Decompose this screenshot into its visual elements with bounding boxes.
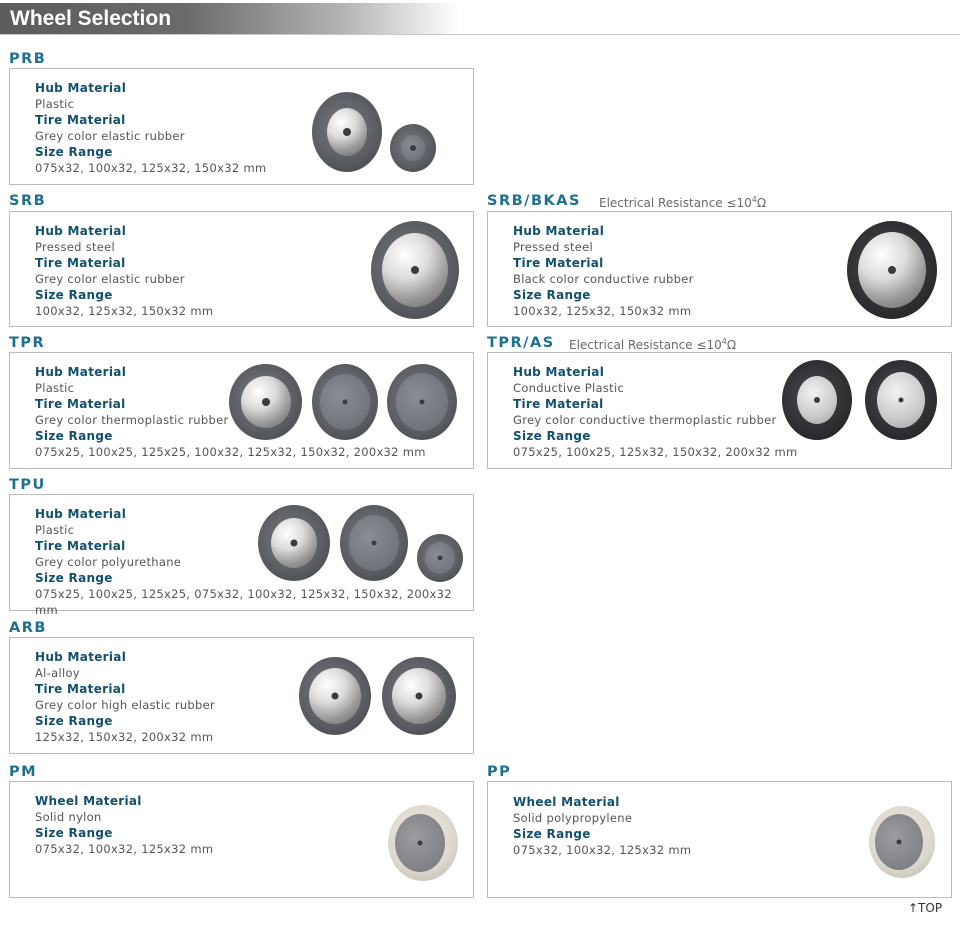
spec-label: Size Range <box>35 571 113 585</box>
spec-label: Hub Material <box>35 650 127 664</box>
wheel-image <box>417 534 463 582</box>
spec-value: 125x32, 150x32, 200x32 mm <box>35 730 214 744</box>
spec-card-srb-bkas <box>487 211 952 327</box>
spec-value: Grey color elastic rubber <box>35 129 185 143</box>
wheel-image <box>312 92 382 172</box>
spec-value: Al-alloy <box>35 666 80 680</box>
section-code-pp: PP <box>487 764 512 780</box>
spec-value: Solid polypropylene <box>513 811 633 825</box>
spec-value: 100x32, 125x32, 150x32 mm <box>35 304 214 318</box>
spec-label: Hub Material <box>513 224 605 238</box>
spec-card-tpu <box>9 494 474 617</box>
wheel-image <box>229 364 302 440</box>
spec-label: Tire Material <box>35 539 126 553</box>
spec-value: Grey color polyurethane <box>35 555 182 569</box>
page-title: Wheel Selection <box>10 7 172 30</box>
back-to-top-link[interactable]: ↑TOP <box>908 901 943 915</box>
spec-card-srb <box>9 211 474 327</box>
section-code-tpr-as: TPR/AS <box>487 335 555 351</box>
wheel-image <box>382 657 456 735</box>
resistance-unit: Ω <box>756 196 767 210</box>
spec-value: Plastic <box>35 381 75 395</box>
spec-label: Size Range <box>513 827 591 841</box>
spec-label: Size Range <box>513 288 591 302</box>
wheel-image <box>312 364 378 440</box>
spec-value: Grey color conductive thermoplastic rubber <box>513 413 777 427</box>
section-code-prb: PRB <box>9 51 47 67</box>
header-divider <box>0 34 960 35</box>
spec-label: Tire Material <box>35 256 126 270</box>
spec-value: 075x32, 100x32, 125x32 mm <box>35 842 214 856</box>
spec-list <box>35 506 473 618</box>
wheel-image <box>371 221 459 319</box>
spec-card-tpr-as <box>487 352 952 469</box>
spec-label: Tire Material <box>513 256 604 270</box>
wheel-image <box>258 505 330 581</box>
spec-label: Tire Material <box>35 113 126 127</box>
spec-card-prb <box>9 68 474 185</box>
spec-label: Wheel Material <box>513 795 620 809</box>
spec-card-pp <box>487 781 952 898</box>
spec-label: Hub Material <box>35 81 127 95</box>
spec-label: Hub Material <box>35 365 127 379</box>
wheel-image <box>387 364 457 440</box>
spec-value: 075x25, 100x25, 125x25, 100x32, 125x32, 150x32, 200x32 mm <box>35 445 426 459</box>
wheel-image <box>299 657 371 735</box>
spec-label: Size Range <box>35 826 113 840</box>
resistance-text: Electrical Resistance ≤10 <box>599 196 752 210</box>
resistance-note <box>569 337 736 352</box>
section-code-tpu: TPU <box>9 477 46 493</box>
section-code-srb-bkas: SRB/BKAS <box>487 193 581 209</box>
resistance-note <box>599 195 766 210</box>
spec-label: Size Range <box>35 288 113 302</box>
spec-label: Hub Material <box>35 507 127 521</box>
spec-label: Size Range <box>35 429 113 443</box>
section-code-pm: PM <box>9 764 38 780</box>
spec-label: Size Range <box>513 429 591 443</box>
spec-value: Pressed steel <box>513 240 594 254</box>
spec-value: 075x32, 100x32, 125x32 mm <box>513 843 692 857</box>
spec-value: 075x32, 100x32, 125x32, 150x32 mm <box>35 161 267 175</box>
resistance-exponent: 4 <box>721 337 727 346</box>
wheel-image <box>847 221 937 319</box>
spec-list <box>513 223 694 319</box>
spec-card-pm <box>9 781 474 898</box>
wheel-image <box>340 505 408 581</box>
spec-label: Wheel Material <box>35 794 142 808</box>
spec-label: Tire Material <box>35 682 126 696</box>
spec-card-arb <box>9 637 474 754</box>
section-code-arb: ARB <box>9 620 47 636</box>
spec-label: Hub Material <box>35 224 127 238</box>
spec-list <box>35 223 213 319</box>
spec-value: 075x25, 100x25, 125x32, 150x32, 200x32 mm <box>513 445 798 459</box>
wheel-image <box>782 360 852 440</box>
wheel-image <box>390 124 436 172</box>
spec-list <box>513 794 691 858</box>
spec-label: Hub Material <box>513 365 605 379</box>
spec-list <box>35 793 213 857</box>
spec-value: Grey color elastic rubber <box>35 272 185 286</box>
spec-value: Grey color thermoplastic rubber <box>35 413 229 427</box>
spec-value: 075x25, 100x25, 125x25, 075x32, 100x32, 125x32, 150x32, 200x32 mm <box>35 587 452 617</box>
spec-value: Conductive Plastic <box>513 381 625 395</box>
wheel-image <box>869 806 935 878</box>
spec-label: Tire Material <box>35 397 126 411</box>
resistance-unit: Ω <box>726 338 737 352</box>
spec-label: Size Range <box>35 714 113 728</box>
resistance-text: Electrical Resistance ≤10 <box>569 338 722 352</box>
spec-value: Plastic <box>35 97 75 111</box>
spec-list <box>513 364 798 460</box>
spec-value: 100x32, 125x32, 150x32 mm <box>513 304 692 318</box>
section-code-srb: SRB <box>9 193 47 209</box>
spec-value: Grey color high elastic rubber <box>35 698 216 712</box>
page-header <box>0 0 960 35</box>
spec-value: Plastic <box>35 523 75 537</box>
spec-value: Black color conductive rubber <box>513 272 694 286</box>
spec-value: Solid nylon <box>35 810 102 824</box>
spec-label: Tire Material <box>513 397 604 411</box>
spec-list <box>35 80 266 176</box>
resistance-exponent: 4 <box>751 195 757 204</box>
spec-value: Pressed steel <box>35 240 116 254</box>
spec-list <box>35 649 215 745</box>
section-code-tpr: TPR <box>9 335 46 351</box>
wheel-image <box>865 360 937 440</box>
spec-label: Size Range <box>35 145 113 159</box>
spec-card-tpr <box>9 352 474 469</box>
wheel-image <box>388 805 458 881</box>
